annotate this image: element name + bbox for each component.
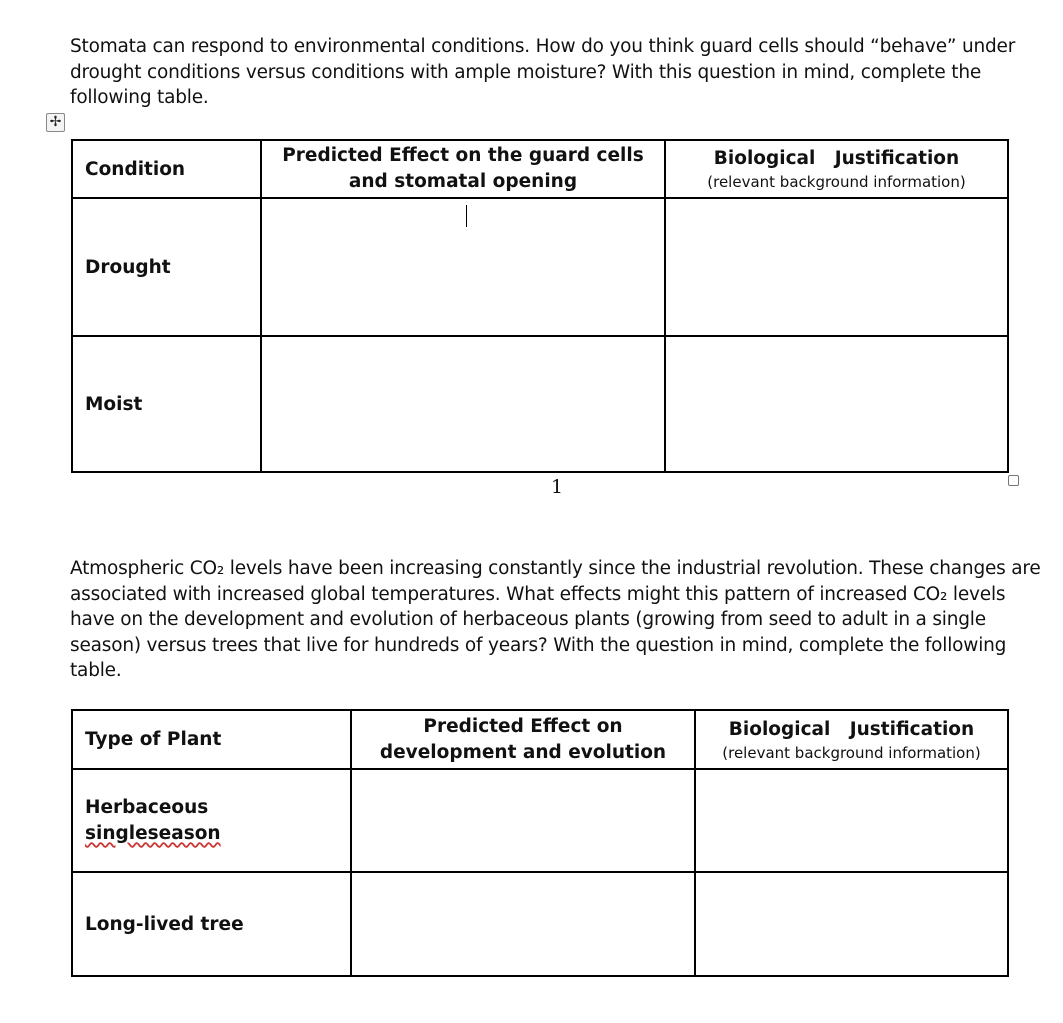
header-justification-sub: (relevant background information) xyxy=(722,743,981,762)
question-2-text: Atmospheric CO₂ levels have been increasing constantly since the industrial revolution. These changes are associated with increased global temperatures. What effects might this pattern of increased CO₂ levels have on the development and evolution of herbaceous plants (growing from seed to adult in a single season) versus trees that live for hundreds of years? With the question in mind, complete the following table. xyxy=(70,558,1041,681)
text-cursor xyxy=(466,205,467,227)
drought-justification-cell[interactable] xyxy=(665,198,1008,336)
row-label-line1: Herbaceous xyxy=(85,796,209,818)
header-justification-title: Biological Justification xyxy=(728,718,975,740)
tree-justification-cell[interactable] xyxy=(695,872,1008,976)
header-justification xyxy=(695,710,1008,769)
herbaceous-justification-cell[interactable] xyxy=(695,769,1008,872)
row-label-line2-misspelled: singleseason xyxy=(85,822,221,844)
moist-effect-cell[interactable] xyxy=(261,336,665,472)
header-justification xyxy=(665,140,1008,198)
row-label-moist: Moist xyxy=(72,336,261,472)
header-justification-sub: (relevant background information) xyxy=(707,173,966,191)
condition-table xyxy=(71,139,1009,473)
row-label-long-lived-tree: Long-lived tree xyxy=(72,872,351,976)
tree-effect-cell[interactable] xyxy=(351,872,695,976)
header-justification-title: Biological Justification xyxy=(713,148,960,169)
plant-type-table xyxy=(71,709,1009,977)
moist-justification-cell[interactable] xyxy=(665,336,1008,472)
page-number: 1 xyxy=(551,476,564,498)
header-predicted-effect: Predicted Effect on the guard cells and stomatal opening xyxy=(261,140,665,198)
table-move-handle-icon[interactable]: ✢ xyxy=(46,113,65,132)
herbaceous-effect-cell[interactable] xyxy=(351,769,695,872)
header-predicted-effect: Predicted Effect on development and evolution xyxy=(351,710,695,769)
drought-effect-cell[interactable] xyxy=(261,198,665,336)
row-label-herbaceous xyxy=(72,769,351,872)
header-condition: Condition xyxy=(72,140,261,198)
header-type-of-plant: Type of Plant xyxy=(72,710,351,769)
table-resize-handle-icon[interactable] xyxy=(1008,475,1019,486)
question-1-text: Stomata can respond to environmental conditions. How do you think guard cells should “behave” under drought conditions versus conditions with ample moisture? With this question in mind, complete the following table. xyxy=(70,36,1016,108)
row-label-drought: Drought xyxy=(72,198,261,336)
